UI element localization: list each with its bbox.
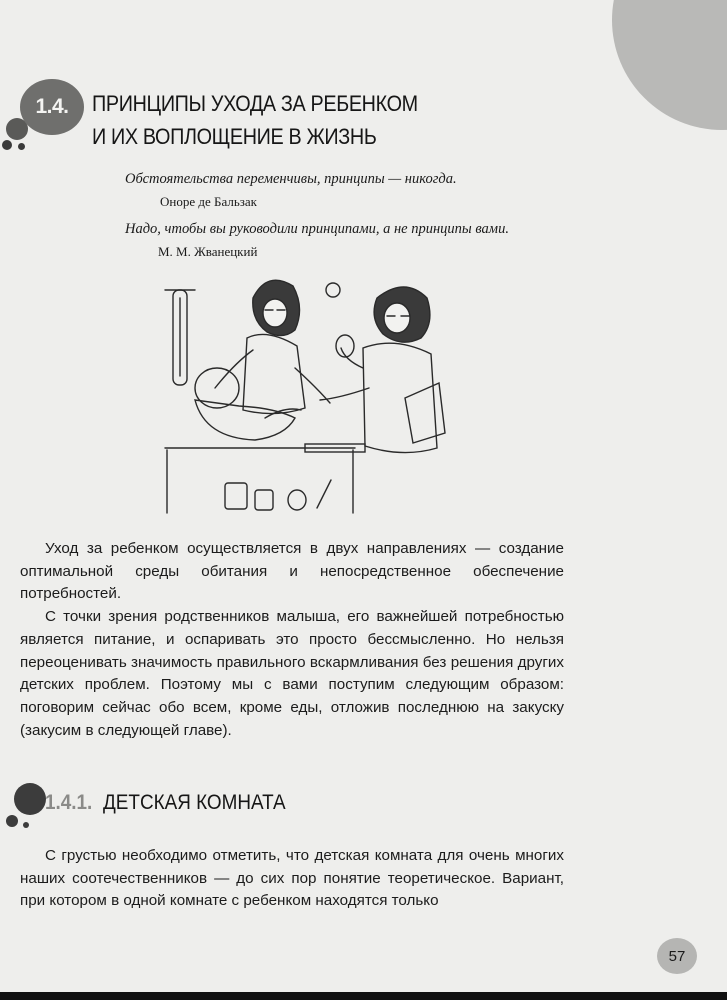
section-number: 1.4.1. [45,791,93,814]
chapter-number: 1.4. [35,95,69,118]
epigraph-quote: Надо, чтобы вы руководили принципами, а не принципы вами. [125,221,509,237]
section-decoration [0,775,50,835]
epigraph-author: Оноре де Бальзак [160,194,257,209]
paragraph: С грустью необходимо отметить, что детская комната для очень многих наших соотечественников — до сих пор понятие теоретическое. Вариант, при котором в одной комнате с ребенком находятся только [20,847,564,910]
chapter-title-line2: И ИХ ВОПЛОЩЕНИЕ В ЖИЗНЬ [92,124,377,149]
heading-dot [18,143,25,150]
nurse-baby-illustration [155,268,455,518]
epigraph-quote: Обстоятельства переменчивы, принципы — никогда. [125,171,457,187]
section-title: ДЕТСКАЯ КОМНАТА [103,791,286,814]
epigraph-author: М. М. Жванецкий [158,244,258,259]
corner-decoration [612,0,727,130]
heading-dot [2,140,12,150]
paragraph: Уход за ребенком осуществляется в двух направлениях — создание оптимальной среды обитания и непосредственное обеспечение потребностей. [20,540,564,603]
paragraph: С точки зрения родственников малыша, его важнейшей потребностью является питание, и оспаривать это просто бессмысленно. Но нельзя переоценивать значимость правильного вскармливания без решения других детских проблем. Поэтому мы с вами поступим следующим образом: поговорим сейчас обо всем, кроме еды, отложив последнюю на закуску (закусим в следующей главе). [20,608,564,739]
bottom-edge [0,992,727,1000]
body-text [20,538,564,742]
page-number-label: 57 [668,947,686,965]
chapter-title-line1: ПРИНЦИПЫ УХОДА ЗА РЕБЕНКОМ [92,91,418,116]
chapter-number-badge [20,79,84,135]
page-number [657,938,697,974]
section-body-text [20,845,564,913]
chapter-title [92,87,470,153]
